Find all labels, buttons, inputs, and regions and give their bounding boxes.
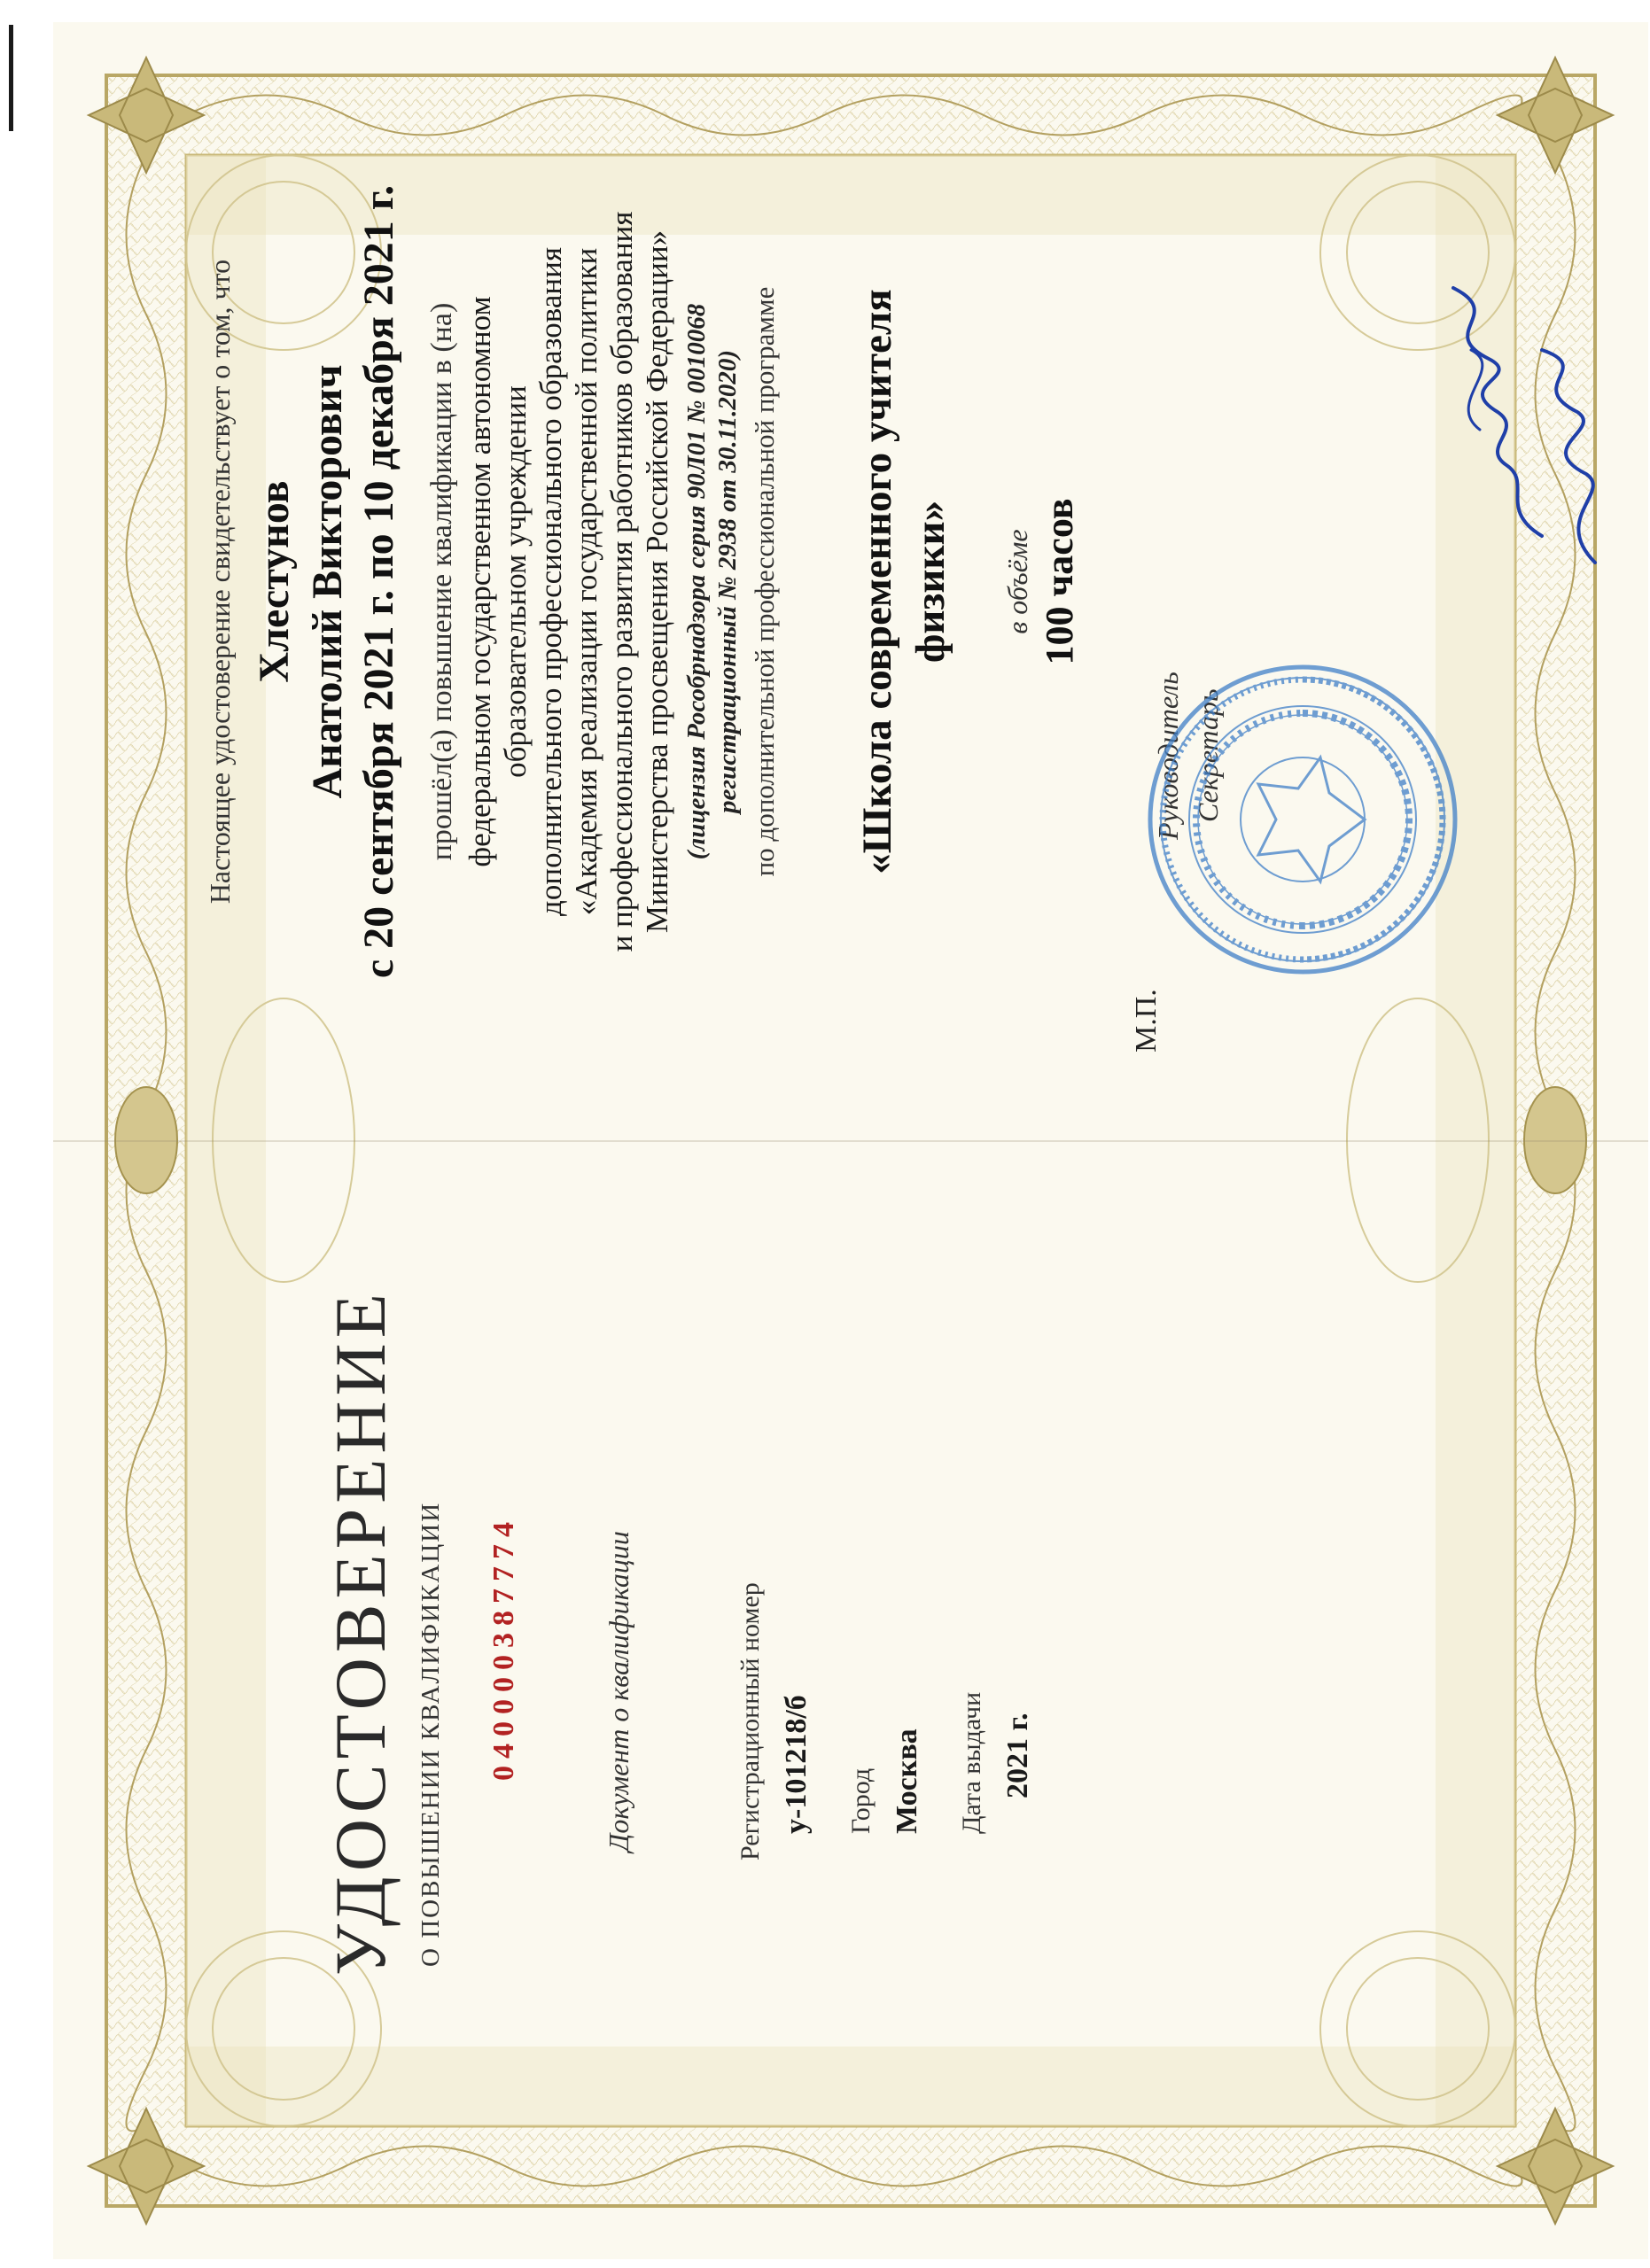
holder-surname: Хлестунов <box>251 480 298 683</box>
document-type: Документ о квалификации <box>603 1531 634 1852</box>
scan-edge <box>9 25 13 131</box>
secretary-label: Секретарь <box>1192 688 1224 822</box>
intro-text: Настоящее удостоверение свидетельствует о том, что <box>204 259 236 905</box>
license-line: регистрационный № 2938 от 30.11.2020) <box>713 350 742 813</box>
license-line: (лицензия Рособрнадзора серия 90Л01 № 0010068 <box>682 303 711 860</box>
organization-line: и профессионального развития работников образования <box>604 211 639 952</box>
certificate-title: УДОСТОВЕРЕНИЕ <box>320 1288 401 1976</box>
rotated-spread <box>53 22 1648 2259</box>
serial-number: 040000387774 <box>487 1515 520 1781</box>
certificate-document <box>53 22 1648 2259</box>
organization-line: образовательном учреждении <box>498 385 533 778</box>
issue-date-label: Дата выдачи <box>957 1691 986 1834</box>
secretary-signature <box>1506 341 1631 571</box>
organization-line: дополнительного профессионального образования <box>533 247 568 916</box>
organization-line: Министерства просвещения Российской Федерации» <box>640 229 674 934</box>
organization-line: федеральном государственном автономном <box>463 296 497 867</box>
program-title-line: физики» <box>907 500 953 664</box>
official-seal <box>1143 660 1462 979</box>
issue-date-value: 2021 г. <box>1001 1713 1034 1798</box>
hours-value: 100 часов <box>1038 498 1081 665</box>
head-label: Руководитель <box>1152 672 1184 840</box>
volume-label: в объёме <box>1001 529 1033 634</box>
registration-number: у-101218/б <box>780 1695 813 1834</box>
registration-label: Регистрационный номер <box>735 1582 765 1860</box>
certificate-subtitle: О ПОВЫШЕНИИ КВАЛИФИКАЦИИ <box>416 1501 445 1967</box>
organization-line: «Академия реализации государственной политики <box>569 247 603 916</box>
left-page <box>53 1141 1648 2259</box>
stamp-label: М.П. <box>1130 989 1163 1052</box>
program-intro: по дополнительной профессиональной программе <box>749 286 780 877</box>
program-title-line: «Школа современного учителя <box>854 289 900 874</box>
passed-text: прошёл(а) повышение квалификации в (на) <box>425 302 458 861</box>
study-period: с 20 сентября 2021 г. по 10 декабря 2021 г. <box>355 184 402 979</box>
city-label: Город <box>846 1767 876 1834</box>
holder-given-names: Анатолий Викторович <box>304 364 351 799</box>
city-value: Москва <box>891 1728 923 1834</box>
